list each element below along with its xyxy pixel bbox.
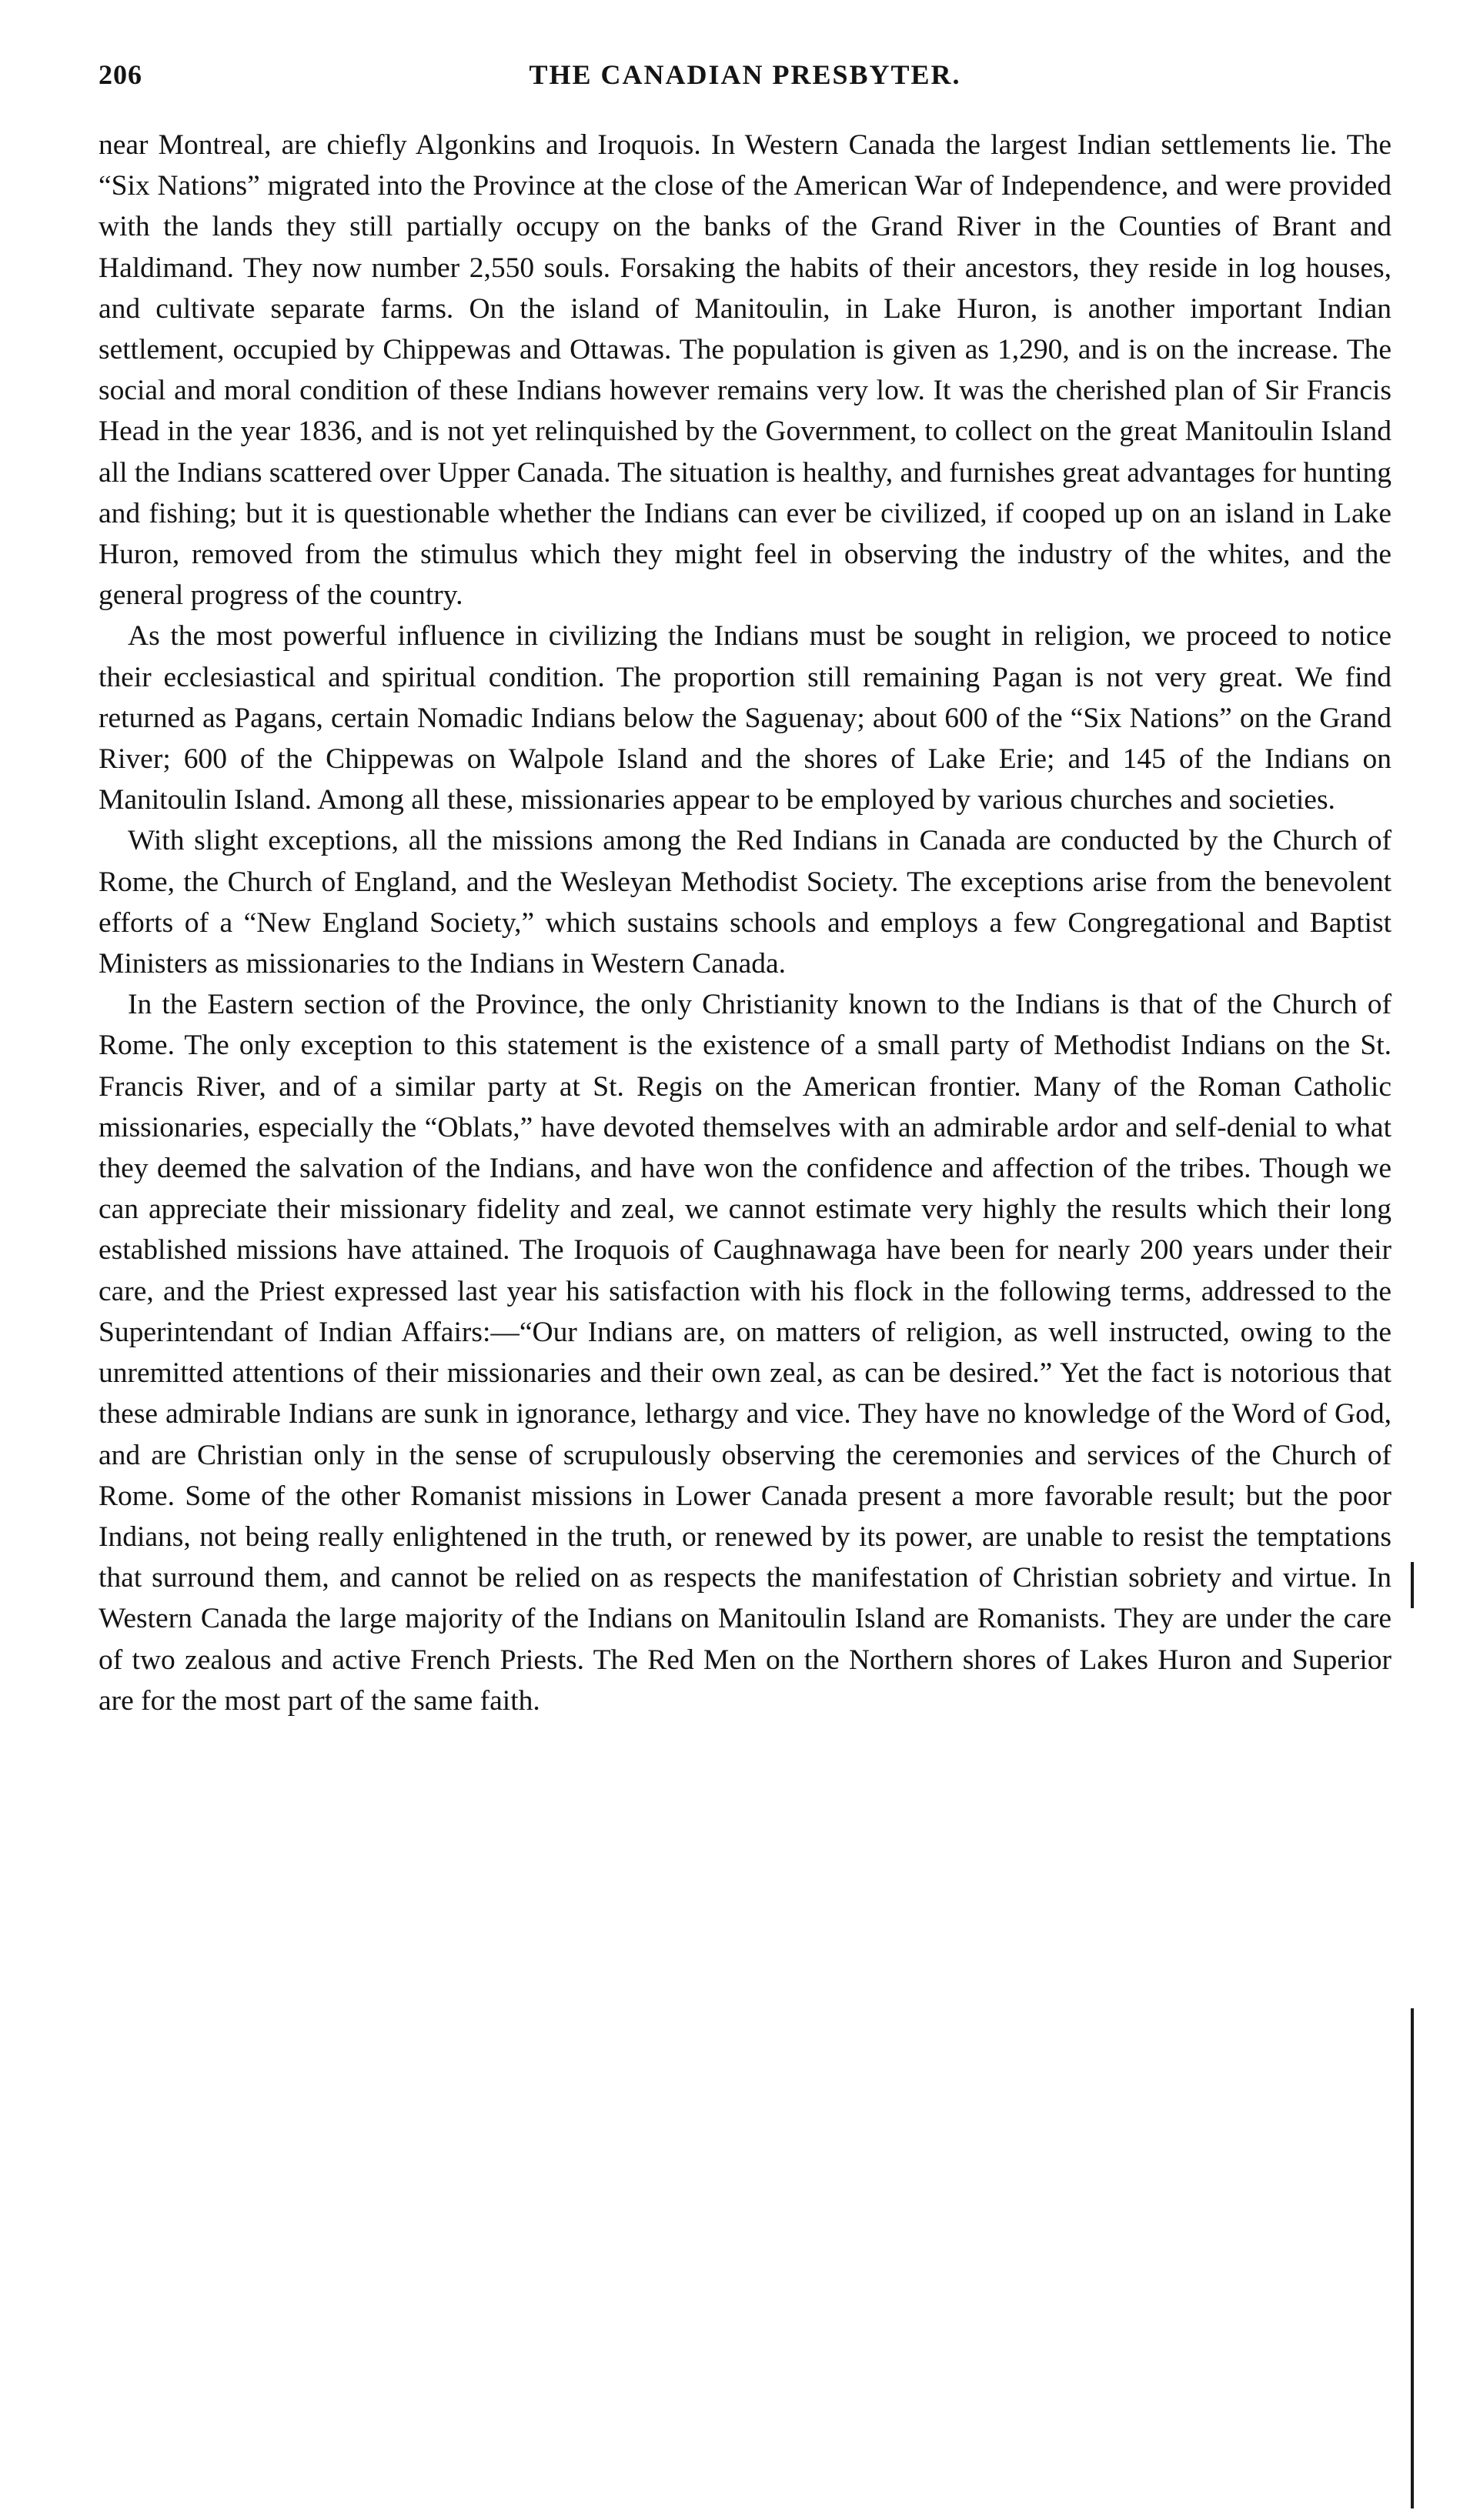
page-number: 206 xyxy=(99,59,142,90)
running-head xyxy=(99,54,1391,108)
paragraph-missions: With slight exceptions, all the missions among the Red Indians in Canada are conducted by the Church of Rome, the Church of England, and the Wesleyan Methodist Society. The exceptions arise from the benevolent efforts of a “New England Society,” which sustains schools and employs a few Congregational and Baptist Ministers as missionaries to the Indians in Western Canada. xyxy=(99,825,1391,980)
paragraph-religion: As the most powerful influence in civilizing the Indians must be sought in religion, we proceed to notice their ecclesiastical and spiritual condition. The proportion still remaining Pagan is not very great. We find returned as Pagans, certain Nomadic Indians below the Saguenay; about 600 of the “Six Nations” on the Grand River; 600 of the Chippewas on Walpole Island and the shores of Lake Erie; and 145 of the Indians on Manitoulin Island. Among all these, missionaries appear to be employed by various churches and societies. xyxy=(99,620,1391,816)
page xyxy=(99,54,1391,1721)
paragraph-western-canada: near Montreal, are chiefly Algonkins and Iroquois. In Western Canada the largest Indian settlements lie. The “Six Nations” migrated into the Province at the close of the American War of Independence, and were provided with the lands they still partially occupy on the banks of the Grand River in the Counties of Brant and Haldimand. They now number 2,550 souls. Forsaking the habits of their ancestors, they reside in log houses, and cultivate separate farms. On the island of Manitoulin, in Lake Huron, is another important Indian settlement, occupied by Chippewas and Ottawas. The population is given as 1,290, and is on the increase. The social and moral condition of these Indians however remains very low. It was the cherished plan of Sir Francis Head in the year 1836, and is not yet relinquished by the Government, to collect on the great Manitoulin Island all the Indians scattered over Upper Canada. The situation is healthy, and furnishes great advantages for hunting and fishing; but it is questionable whether the Indians can ever be civilized, if cooped up on an island in Lake Huron, removed from the stimulus which they might feel in observing the industry of the whites, and the general progress of the country. xyxy=(99,129,1391,612)
paragraph-eastern-section: In the Eastern section of the Province, the only Christianity known to the Indians is that of the Church of Rome. The only exception to this statement is the existence of a small party of Methodist Indians on the St. Francis River, and of a similar party at St. Regis on the American frontier. Many of the Roman Catholic missionaries, especially the “Oblats,” have devoted themselves with an admirable ardor and self-denial to what they deemed the salvation of the Indians, and have won the confidence and affection of the tribes. Though we can appreciate their missionary fidelity and zeal, we cannot estimate very highly the results which their long established missions have attained. The Iroquois of Caughnawaga have been for nearly 200 years under their care, and the Priest expressed last year his satisfaction with his flock in the following terms, addressed to the Superintendant of Indian Affairs:—“Our Indians are, on matters of religion, as well instructed, owing to the unremitted attentions of their missionaries and their own zeal, as can be desired.” Yet the fact is notorious that these admirable Indians are sunk in ignorance, lethargy and vice. They have no knowledge of the Word of God, and are Christian only in the sense of scrupulously observing the ceremonies and services of the Church of Rome. Some of the other Romanist missions in Lower Canada present a more favorable result; but the poor Indians, not being really enlightened in the truth, or renewed by its power, are unable to resist the temptations that surround them, and cannot be relied on as respects the manifestation of Christian sobriety and virtue. In Western Canada the large majority of the Indians on Manitoulin Island are Romanists. They are under the care of two zealous and active French Priests. The Red Men on the Northern shores of Lakes Huron and Superior are for the most part of the same faith. xyxy=(99,989,1391,1717)
journal-title: THE CANADIAN PRESBYTER. xyxy=(529,59,961,90)
margin-rule-mark xyxy=(1411,1562,1414,1608)
article-body xyxy=(99,125,1391,1721)
margin-rule-mark xyxy=(1411,2008,1414,2508)
